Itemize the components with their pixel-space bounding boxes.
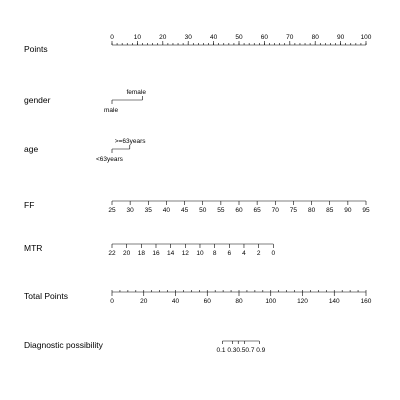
tick-label: 80	[307, 207, 316, 214]
row-label-3: FF	[24, 200, 35, 210]
level-label: >=63years	[114, 138, 146, 145]
tick-label: 100	[265, 298, 277, 305]
tick-label: 40	[162, 207, 171, 214]
tick-label: 45	[180, 207, 189, 214]
tick-label: 160	[360, 298, 372, 305]
tick-label: 22	[108, 250, 116, 257]
tick-label: 40	[209, 34, 218, 41]
tick-label: 0	[110, 34, 114, 41]
tick-label: 140	[328, 298, 340, 305]
tick-label: 35	[144, 207, 152, 214]
tick-label: 75	[289, 207, 298, 214]
tick-label: 60	[203, 298, 211, 305]
tick-label: 120	[297, 298, 308, 305]
tick-label: 90	[336, 34, 345, 41]
level-label: male	[104, 107, 119, 114]
row-label-0: Points	[24, 44, 48, 54]
level-label: female	[126, 89, 146, 96]
tick-label: 8	[212, 250, 217, 257]
tick-label: 30	[126, 207, 134, 214]
tick-label: 0	[110, 298, 114, 305]
tick-label: 55	[217, 207, 225, 214]
row-label-6: Diagnostic possibility	[24, 340, 103, 350]
tick-label: 0	[271, 250, 276, 257]
tick-label: 25	[108, 207, 116, 214]
tick-label: 70	[271, 207, 279, 214]
tick-label: 20	[140, 298, 148, 305]
tick-label: 10	[133, 34, 142, 41]
tick-label: 95	[362, 207, 370, 214]
tick-label: 100	[360, 34, 372, 41]
row-label-2: age	[24, 144, 39, 154]
tick-label: 16	[152, 250, 160, 257]
tick-label: 30	[184, 34, 192, 41]
tick-label: 80	[235, 298, 243, 305]
tick-label: 18	[137, 250, 145, 257]
tick-label: 20	[123, 250, 131, 257]
tick-label: 50	[199, 207, 207, 214]
tick-label: 20	[159, 34, 167, 41]
tick-label: 70	[286, 34, 294, 41]
tick-label: 60	[235, 207, 243, 214]
tick-label: 10	[196, 250, 204, 257]
row-label-4: MTR	[24, 243, 43, 253]
level-label: <63years	[96, 156, 123, 163]
tick-label: 40	[171, 298, 180, 305]
tick-label-group: 0.1 0.30.50.7 0.9	[216, 347, 266, 354]
tick-label: 14	[167, 250, 175, 257]
row-label-5: Total Points	[24, 291, 68, 301]
tick-label: 65	[253, 207, 261, 214]
tick-label: 6	[227, 250, 232, 257]
tick-label: 2	[256, 250, 261, 257]
tick-label: 80	[311, 34, 319, 41]
row-label-1: gender	[24, 95, 51, 105]
tick-label: 60	[260, 34, 269, 41]
tick-label: 85	[326, 207, 334, 214]
tick-label: 50	[235, 34, 243, 41]
tick-label: 12	[181, 250, 189, 257]
tick-label: 90	[344, 207, 352, 214]
tick-label: 4	[242, 250, 246, 257]
